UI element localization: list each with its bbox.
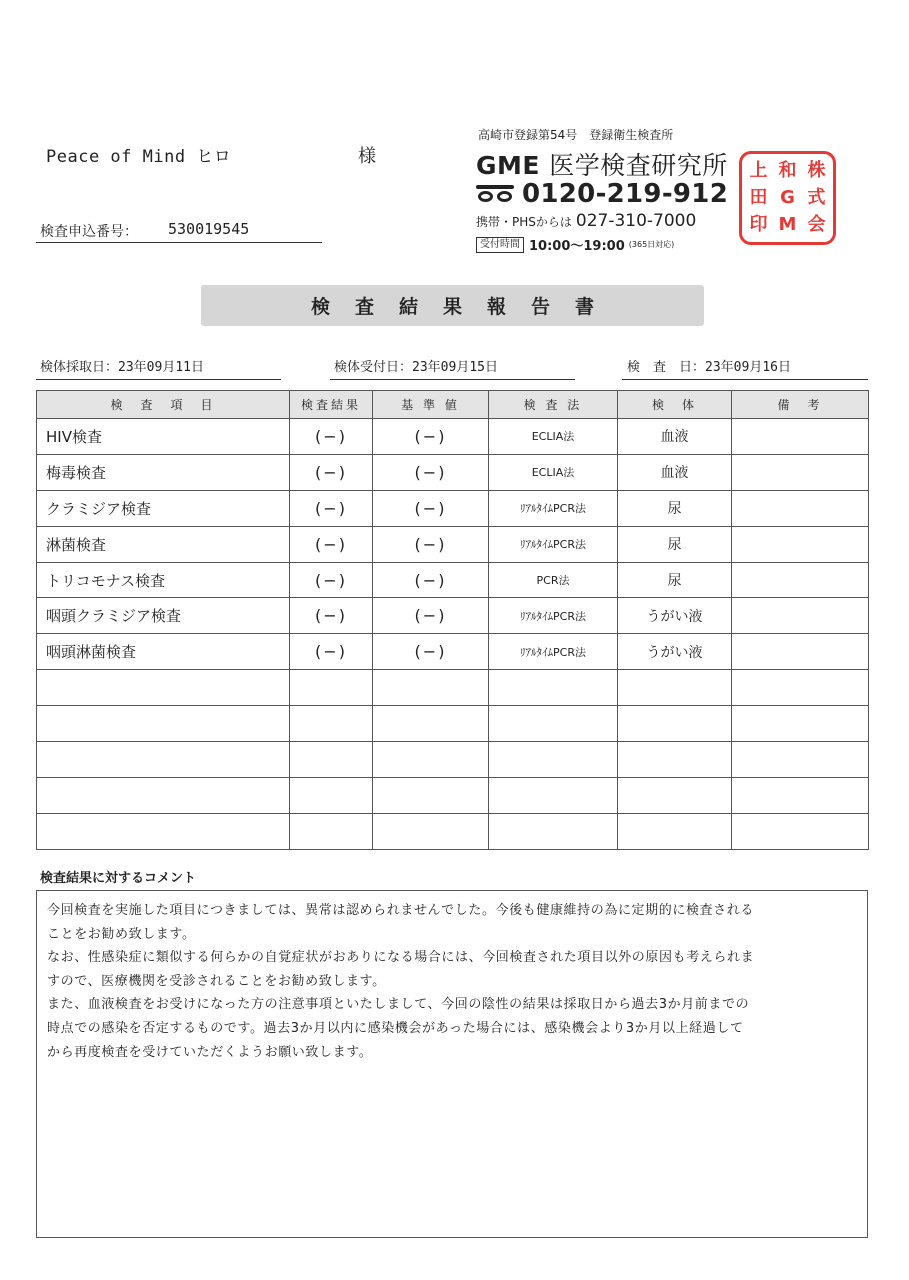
report-title: 検査結果報告書 [310, 296, 619, 318]
comment-line: なお、性感染症に類似する何らかの自覚症状がおありになる場合には、今回検査された項目以外の原因も考えられま [47, 950, 755, 966]
hours-label: 受付時間 [476, 237, 524, 253]
freedial-icon [476, 185, 514, 203]
column-header-item: 検 査 項 目 [37, 391, 290, 419]
collection-date [40, 356, 204, 375]
method-cell: ﾘｱﾙﾀｲﾑPCR法 [489, 598, 618, 634]
application-number-label: 検査申込番号： [40, 224, 138, 240]
collection-date-value: 23年09月11日 [118, 360, 204, 375]
exam-date [627, 356, 791, 375]
test-item-cell: 淋菌検査 [37, 526, 290, 562]
table-header-row [37, 391, 869, 419]
table-row [37, 562, 869, 598]
note-cell [732, 598, 869, 634]
table-row [37, 454, 869, 490]
result-cell: (−) [290, 526, 373, 562]
test-item-cell [37, 670, 290, 706]
table-row [37, 777, 869, 813]
column-header-method: 検 査 法 [489, 391, 618, 419]
seal-char: 上 [749, 160, 768, 182]
comment-line: 今回検査を実施した項目につきましては、異常は認められませんでした。今後も健康維持の為に定期的に検査される [47, 903, 754, 918]
test-item-cell [37, 706, 290, 742]
reference-cell: (−) [373, 490, 489, 526]
client-name: Peace of Mind ヒロ [46, 147, 232, 167]
specimen-cell [618, 813, 732, 849]
method-cell: ECLIA法 [489, 454, 618, 490]
table-row [37, 598, 869, 634]
application-number-underline [36, 242, 322, 243]
note-cell [732, 490, 869, 526]
note-cell [732, 562, 869, 598]
result-cell [290, 813, 373, 849]
method-cell [489, 706, 618, 742]
specimen-cell: 血液 [618, 454, 732, 490]
specimen-cell [618, 706, 732, 742]
exam-date-underline [622, 379, 868, 380]
specimen-cell [618, 742, 732, 778]
column-header-reference: 基 準 値 [373, 391, 489, 419]
reference-cell: (−) [373, 562, 489, 598]
mobile-label: 携帯・PHSからは [476, 215, 572, 229]
exam-date-value: 23年09月16日 [705, 360, 791, 375]
reference-cell: (−) [373, 598, 489, 634]
seal-char: M [778, 213, 797, 235]
comment-line: 時点での感染を否定するものです。過去3か月以内に感染機会があった場合には、感染機会より3か月以上経過して [47, 1020, 744, 1036]
test-item-cell [37, 742, 290, 778]
seal-char: 株 [807, 160, 826, 182]
result-cell: (−) [290, 454, 373, 490]
test-item-cell: 咽頭淋菌検査 [37, 634, 290, 670]
reference-cell [373, 777, 489, 813]
method-cell: ﾘｱﾙﾀｲﾑPCR法 [489, 526, 618, 562]
note-cell [732, 670, 869, 706]
test-item-cell: クラミジア検査 [37, 490, 290, 526]
hours-row [476, 235, 674, 254]
result-cell [290, 670, 373, 706]
note-cell [732, 634, 869, 670]
mobile-row [476, 211, 696, 231]
seal-char: 田 [749, 186, 768, 208]
note-cell [732, 742, 869, 778]
specimen-cell: 尿 [618, 490, 732, 526]
result-cell: (−) [290, 419, 373, 455]
table-row [37, 526, 869, 562]
table-row [37, 742, 869, 778]
received-date-underline [330, 379, 575, 380]
note-cell [732, 706, 869, 742]
method-cell: ﾘｱﾙﾀｲﾑPCR法 [489, 634, 618, 670]
comment-line: から再度検査を受けていただくようお願い致します。 [47, 1044, 373, 1060]
method-cell: ﾘｱﾙﾀｲﾑPCR法 [489, 490, 618, 526]
reference-cell [373, 706, 489, 742]
specimen-cell: うがい液 [618, 598, 732, 634]
collection-date-underline [36, 379, 281, 380]
specimen-cell: 尿 [618, 562, 732, 598]
method-cell: ECLIA法 [489, 419, 618, 455]
test-item-cell [37, 777, 290, 813]
received-date [334, 356, 498, 375]
report-title-bar [201, 285, 704, 326]
seal-char: 印 [749, 213, 768, 235]
method-cell [489, 670, 618, 706]
lab-name-jp: 医学検査研究所 [549, 151, 728, 180]
test-item-cell: 梅毒検査 [37, 454, 290, 490]
note-cell [732, 526, 869, 562]
lab-name-latin: GME [476, 151, 540, 180]
result-cell [290, 742, 373, 778]
honorific: 様 [358, 146, 376, 167]
result-cell: (−) [290, 490, 373, 526]
table-row [37, 670, 869, 706]
table-row [37, 419, 869, 455]
result-cell [290, 706, 373, 742]
table-row [37, 634, 869, 670]
freedial-number: 0120-219-912 [522, 179, 729, 209]
specimen-cell: うがい液 [618, 634, 732, 670]
mobile-number: 027-310-7000 [575, 211, 697, 231]
comment-line: すので、医療機関を受診されることをお勧め致します。 [47, 973, 386, 989]
test-item-cell: トリコモナス検査 [37, 562, 290, 598]
comment-line: また、血液検査をお受けになった方の注意事項といたしまして、今回の陰性の結果は採取日から過去3か月前までの [47, 997, 750, 1013]
note-cell [732, 454, 869, 490]
specimen-cell: 血液 [618, 419, 732, 455]
test-item-cell [37, 813, 290, 849]
application-number: 530019545 [168, 220, 250, 238]
received-date-label: 検体受付日： [334, 360, 413, 375]
lab-name [476, 146, 728, 182]
column-header-note: 備 考 [732, 391, 869, 419]
column-header-result: 検査結果 [290, 391, 373, 419]
collection-date-label: 検体採取日： [40, 360, 119, 375]
reference-cell [373, 742, 489, 778]
hours-value: 10:00〜19:00 [529, 239, 625, 254]
company-seal [739, 151, 836, 245]
comment-line: ことをお勧め致します。 [47, 926, 196, 942]
reference-cell: (−) [373, 454, 489, 490]
specimen-cell [618, 670, 732, 706]
reference-cell: (−) [373, 634, 489, 670]
result-cell: (−) [290, 598, 373, 634]
results-table [36, 390, 869, 850]
lab-registration: 高崎市登録第54号 登録衛生検査所 [478, 128, 674, 142]
comment-box [36, 890, 868, 1238]
reference-cell: (−) [373, 419, 489, 455]
comment-heading: 検査結果に対するコメント [40, 871, 197, 886]
method-cell [489, 777, 618, 813]
reference-cell [373, 813, 489, 849]
table-row [37, 490, 869, 526]
test-item-cell: 咽頭クラミジア検査 [37, 598, 290, 634]
note-cell [732, 813, 869, 849]
table-row [37, 813, 869, 849]
note-cell [732, 419, 869, 455]
specimen-cell [618, 777, 732, 813]
specimen-cell: 尿 [618, 526, 732, 562]
seal-char: 式 [807, 186, 826, 208]
seal-char: 会 [807, 213, 826, 235]
received-date-value: 23年09月15日 [412, 360, 498, 375]
seal-char: 和 [778, 160, 797, 182]
reference-cell: (−) [373, 526, 489, 562]
method-cell: PCR法 [489, 562, 618, 598]
note-cell [732, 777, 869, 813]
method-cell [489, 742, 618, 778]
hours-note: (365日対応) [628, 240, 675, 249]
freedial-row [476, 178, 728, 210]
result-cell: (−) [290, 634, 373, 670]
exam-date-label: 検 査 日： [627, 360, 706, 375]
seal-char: G [780, 186, 795, 208]
reference-cell [373, 670, 489, 706]
method-cell [489, 813, 618, 849]
column-header-specimen: 検 体 [618, 391, 732, 419]
test-item-cell: HIV検査 [37, 419, 290, 455]
table-row [37, 706, 869, 742]
result-cell: (−) [290, 562, 373, 598]
result-cell [290, 777, 373, 813]
